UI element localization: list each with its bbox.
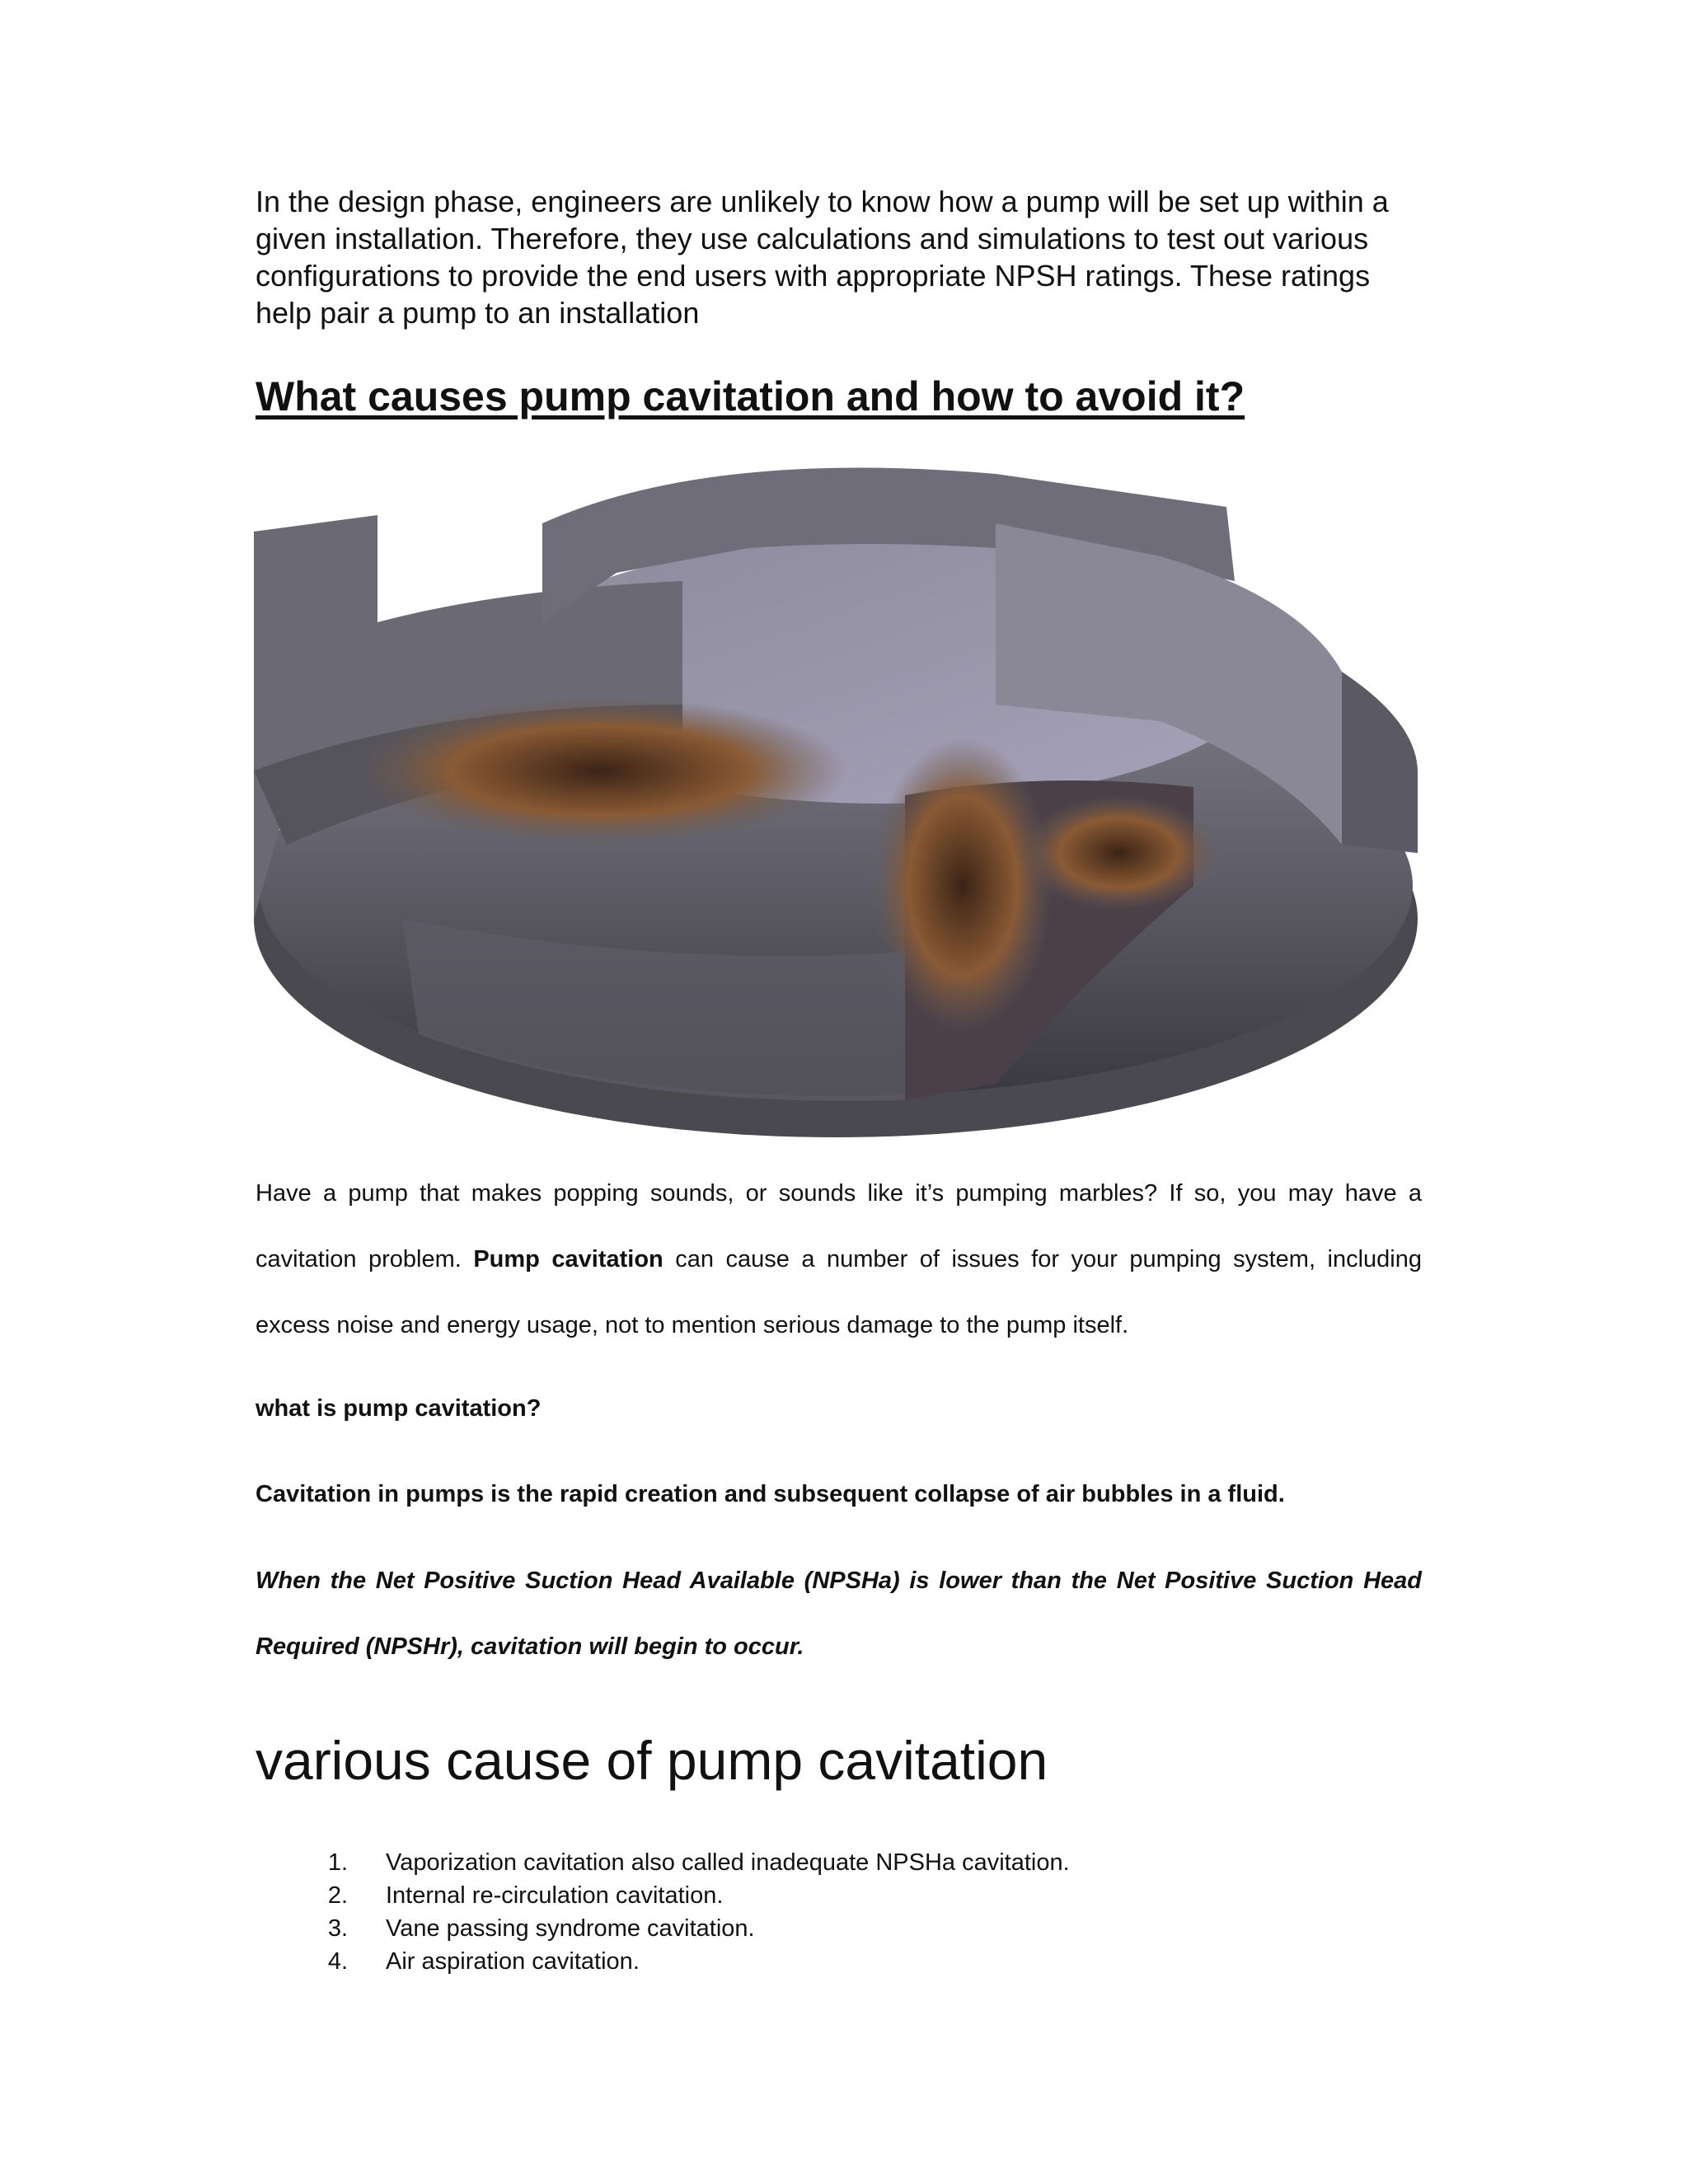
list-item-text: Vaporization cavitation also called inadequate NPSHa cavitation.: [386, 1849, 1070, 1876]
section-heading: What causes pump cavitation and how to avoid it?: [256, 373, 1245, 419]
list-item-number: 2.: [327, 1882, 348, 1909]
list-item-text: Internal re-circulation cavitation.: [386, 1882, 724, 1909]
list-item-number: 3.: [327, 1915, 348, 1942]
list-item: [256, 1879, 1070, 1912]
list-item-number: 4.: [327, 1948, 348, 1975]
intro-paragraph: In the design phase, engineers are unlikely to know how a pump will be set up within a given installation. Therefore, they use calculations and simulations to test out various configurations to provide the end users with appropriate NPSH ratings. These ratings help pair a pump to an installation: [256, 185, 1389, 330]
pump-cavitation-term: Pump cavitation: [473, 1246, 663, 1272]
list-item: [256, 1846, 1070, 1879]
list-item: [256, 1945, 1070, 1978]
list-item-number: 1.: [327, 1849, 348, 1876]
list-item-text: Vane passing syndrome cavitation.: [386, 1915, 755, 1942]
list-item: [256, 1912, 1070, 1945]
cavitation-definition: Cavitation in pumps is the rapid creation and subsequent collapse of air bubbles in a fluid.: [256, 1481, 1285, 1507]
causes-list: [256, 1846, 1070, 1978]
npsh-note: When the Net Positive Suction Head Available (NPSHa) is lower than the Net Positive Suction Head Required (NPSHr), cavitation will begin to occur.: [256, 1568, 1422, 1660]
list-item-text: Air aspiration cavitation.: [386, 1948, 640, 1975]
intro-cavitation-paragraph: [256, 1160, 1422, 1358]
question-heading: what is pump cavitation?: [256, 1395, 542, 1422]
causes-heading: various cause of pump cavitation: [256, 1730, 1048, 1791]
impeller-photo: [254, 457, 1418, 1141]
para1-text-end: can cause a number of issues for your pumping system, including excess noise and energy usage, not to mention serious damage to the pump itself.: [256, 1246, 1422, 1338]
para1-text-start: Have a pump that makes popping sounds, or sounds like it’s pumping marbles? If so, you may have a cavitation problem.: [256, 1180, 1422, 1272]
